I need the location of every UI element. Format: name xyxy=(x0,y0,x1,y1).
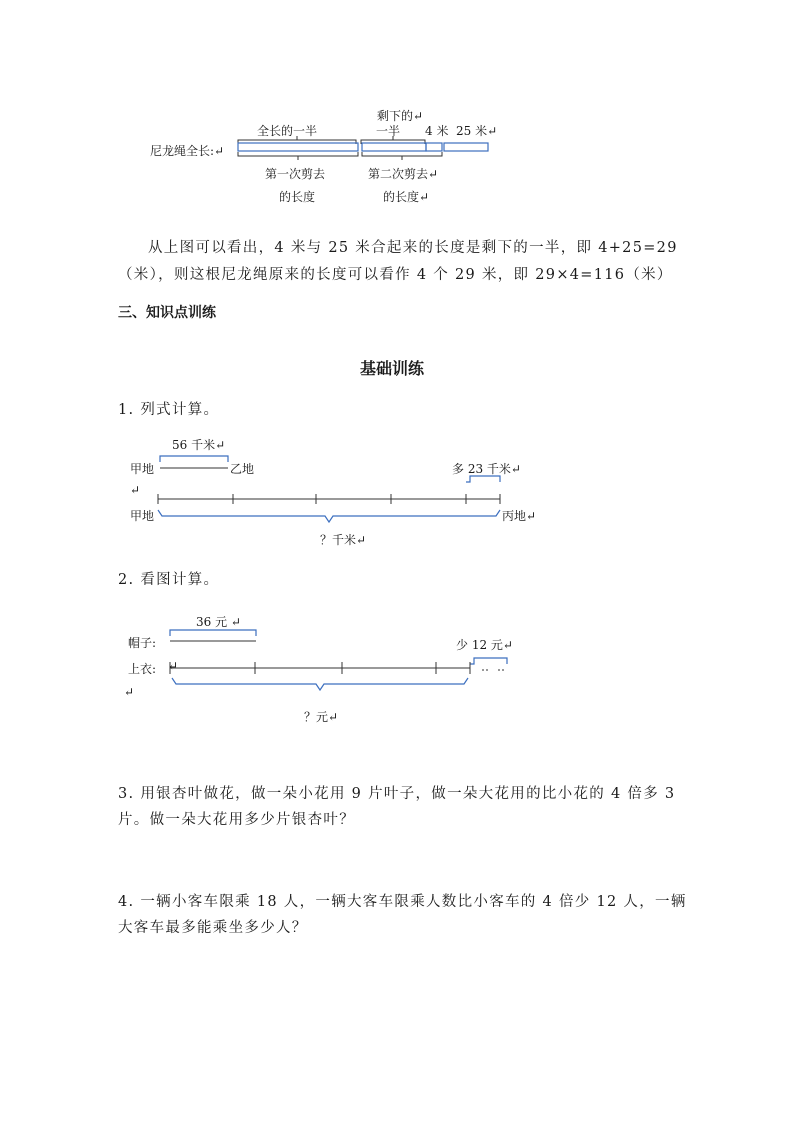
rope-label: 尼龙绳全长:↵ xyxy=(150,144,225,158)
q2-36yuan-label: 36 元 ↵ xyxy=(196,615,241,629)
remaining-label-top: 剩下的↵ xyxy=(377,109,424,123)
q4-line-1: 4. 一辆小客车限乘 18 人，一辆大客车限乘人数比小客车的 4 倍少 12 人，一辆 xyxy=(118,894,687,910)
second-cut-label-1: 第二次剪去↵ xyxy=(368,167,439,181)
q2-coat-label: 上衣: xyxy=(128,662,157,676)
second-cut-brace xyxy=(362,152,442,160)
q2-hat-label: 帽子: xyxy=(128,636,157,650)
q4-line-2: 大客车最多能乘坐多少人？ xyxy=(118,920,308,936)
page-subheading: 基础训练 xyxy=(360,359,425,378)
second-cut-label-2: 的长度↵ xyxy=(383,190,430,204)
q2-less-brace xyxy=(470,658,507,664)
section-heading: 三、知识点训练 xyxy=(118,305,216,321)
q1-56km-label: 56 千米↵ xyxy=(172,438,226,452)
rope-4m-segment xyxy=(426,143,442,151)
remaining-label-half: 一半 xyxy=(376,124,401,138)
half-label: 全长的一半 xyxy=(257,124,318,138)
q1-bing-label: 丙地↵ xyxy=(502,509,537,523)
rope-first-segment xyxy=(238,143,358,151)
q1-question-label: ？千米↵ xyxy=(320,533,367,547)
rope-25m-segment xyxy=(444,143,488,151)
q1-yi-label: 乙地 xyxy=(230,462,255,476)
q2-coat-mark: ↵ xyxy=(168,659,179,673)
explanation-line-2: （米），则这根尼龙绳原来的长度可以看作 4 个 29 米，即 29×4=116（米） xyxy=(118,267,673,283)
q2-question-label: ？元↵ xyxy=(304,710,339,724)
q2-total-brace xyxy=(172,678,468,690)
q2-36yuan-brace xyxy=(170,630,256,636)
twentyfive-m-label: 25 米↵ xyxy=(456,124,498,138)
q2-prompt: 2. 看图计算。 xyxy=(118,572,220,588)
q1-more-label: 多 23 千米↵ xyxy=(452,462,521,476)
q3-line-2: 片。做一朵大花用多少片银杏叶？ xyxy=(118,812,355,828)
first-cut-brace xyxy=(238,152,358,160)
q3-line-1: 3. 用银杏叶做花，做一朵小花用 9 片叶子，做一朵大花用的比小花的 4 倍多 3 xyxy=(118,786,676,802)
first-cut-label-2: 的长度 xyxy=(279,190,316,204)
rope-second-segment xyxy=(362,143,426,151)
q1-jia-bottom-label: 甲地 xyxy=(130,509,155,523)
q1-prompt: 1. 列式计算。 xyxy=(118,402,220,418)
four-m-label: 4 米 xyxy=(425,124,449,138)
explanation-line-1: 从上图可以看出，4 米与 25 米合起来的长度是剩下的一半，即 4+25=29 xyxy=(148,240,678,256)
q2-return-mark: ↵ xyxy=(124,685,135,699)
q2-less-label: 少 12 元↵ xyxy=(456,638,513,652)
first-cut-label-1: 第一次剪去 xyxy=(265,167,326,181)
q1-jia-top-label: 甲地 xyxy=(130,462,155,476)
q1-56km-brace xyxy=(160,456,228,462)
q1-return-mark: ↵ xyxy=(130,483,141,497)
q1-total-brace xyxy=(158,510,500,522)
